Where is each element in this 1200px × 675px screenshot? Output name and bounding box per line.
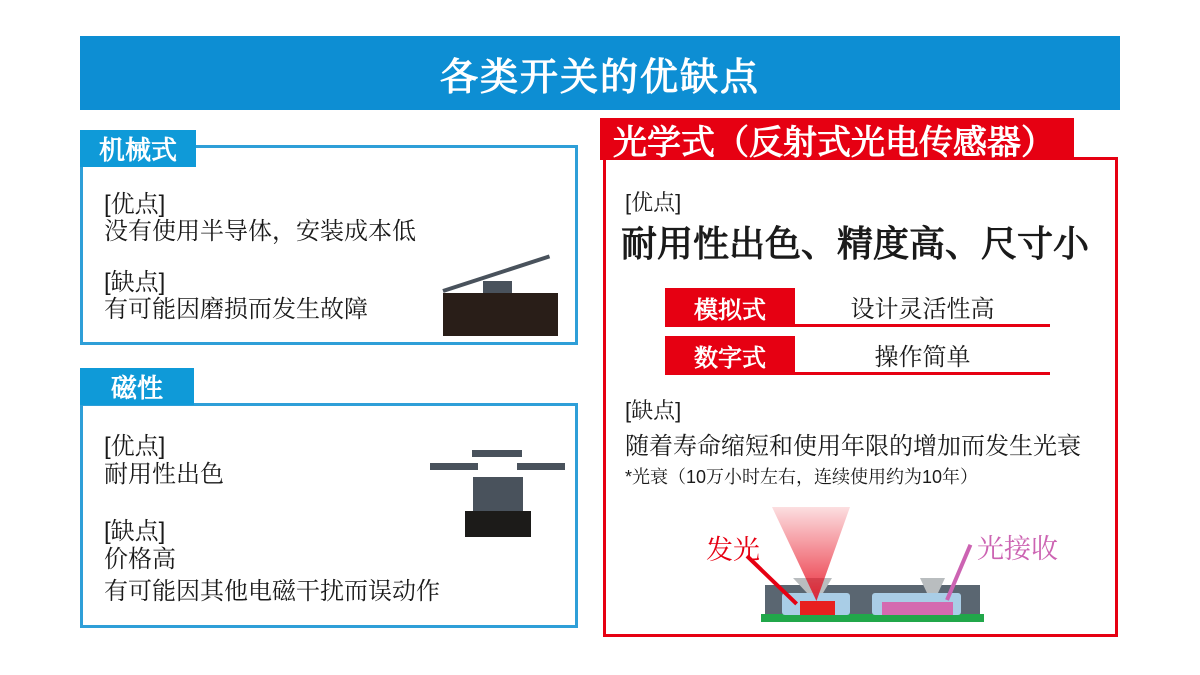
- magnetic-tab: 磁性: [80, 368, 194, 405]
- variant-analog-label: 模拟式: [665, 288, 795, 327]
- magnet-body-shape: [473, 477, 523, 511]
- mechanical-cons-text: 有可能因磨损而发生故障: [104, 296, 368, 323]
- mechanical-button-shape: [483, 281, 512, 293]
- magnetic-pros-label: [优点]: [104, 433, 166, 460]
- magnetic-cons-label: [缺点]: [104, 518, 166, 545]
- optical-cons-label: [缺点]: [625, 398, 682, 423]
- optical-cons-note: *光衰（10万小时左右，连续使用约为10年）: [625, 467, 979, 487]
- page-title: 各类开关的优缺点: [80, 36, 1120, 110]
- magnetic-pros-text: 耐用性出色: [104, 461, 224, 488]
- mechanical-cons-label: [缺点]: [104, 269, 166, 296]
- optical-header: 光学式（反射式光电传感器）: [600, 118, 1074, 160]
- emitter-label: 发光: [706, 535, 760, 565]
- emitter-led-shape: [800, 601, 835, 615]
- mechanical-pros-label: [优点]: [104, 191, 166, 218]
- receiver-chip-shape: [882, 602, 953, 615]
- variant-analog-description: 设计灵活性高: [795, 288, 1050, 327]
- mechanical-pros-text: 没有使用半导体，安装成本低: [104, 218, 416, 245]
- magnet-top-bar-shape: [472, 450, 522, 457]
- optical-pros-label: [优点]: [625, 190, 682, 215]
- magnet-left-bar-shape: [430, 463, 478, 470]
- optical-pros-highlight: 耐用性出色、精度高、尺寸小: [621, 223, 1090, 264]
- optical-cons-text: 随着寿命缩短和使用年限的增加而发生光衰: [625, 433, 1081, 460]
- magnet-right-bar-shape: [517, 463, 565, 470]
- variant-digital-label: 数字式: [665, 336, 795, 375]
- variant-digital-description: 操作简单: [795, 336, 1050, 375]
- mechanical-tab: 机械式: [80, 130, 196, 167]
- magnetic-cons-text-1: 价格高: [104, 546, 176, 573]
- sensor-pcb-shape: [761, 614, 984, 622]
- magnetic-cons-text-2: 有可能因其他电磁干扰而误动作: [104, 578, 440, 605]
- magnet-base-shape: [465, 511, 531, 537]
- mechanical-base-shape: [443, 293, 558, 336]
- receiver-label: 光接收: [977, 534, 1058, 564]
